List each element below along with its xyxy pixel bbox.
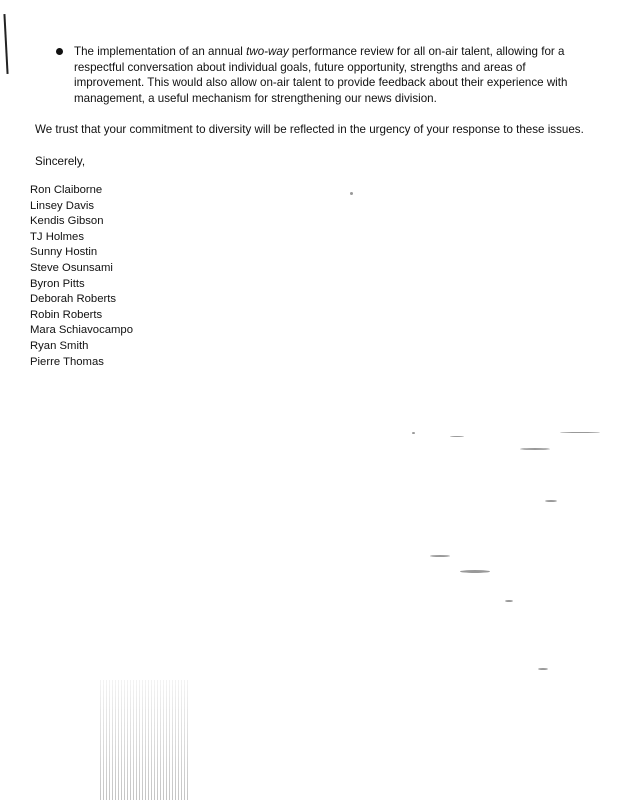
signatory-list	[30, 183, 133, 370]
scan-edge-line	[3, 14, 8, 74]
scan-speck	[505, 600, 513, 602]
bullet-icon	[56, 48, 63, 55]
signatory-name: Ron Claiborne	[30, 184, 103, 196]
scan-speck	[538, 668, 548, 670]
signatory-name: Robin Roberts	[30, 308, 103, 321]
signatory-name: Sunny Hostin	[30, 246, 98, 259]
closing-paragraph: We trust that your commitment to diversity will be reflected in the urgency of your response to these issues.	[35, 123, 584, 136]
scan-speck	[545, 500, 557, 502]
signatory-name: Ryan Smith	[30, 339, 89, 352]
signatory-name: TJ Holmes	[30, 230, 84, 243]
scan-speck	[560, 432, 600, 433]
scan-speck	[430, 555, 450, 557]
scan-speck	[412, 432, 415, 434]
signatory-name: Pierre Thomas	[30, 355, 104, 368]
signatory-name: Linsey Davis	[30, 199, 95, 212]
scan-speck	[520, 448, 550, 450]
scan-artifact-streak	[100, 680, 190, 800]
signatory-name: Steve Osunsami	[30, 261, 113, 274]
scan-speck	[450, 436, 464, 437]
signatory-name: Kendis Gibson	[30, 215, 104, 228]
signatory-name: Mara Schiavocampo	[30, 324, 133, 337]
signatory-name: Byron Pitts	[30, 277, 85, 290]
signatory-name: Deborah Roberts	[30, 293, 117, 306]
salutation-closing: Sincerely,	[35, 155, 86, 168]
scan-speck	[460, 570, 490, 573]
emphasis-text: two-way	[246, 45, 289, 58]
bullet-text: The implementation of an annual two-way performance review for all on-air talent, allowing for a respectful conversation about individual goals, future opportunity, strengths and areas of improvement. This would also allow on-air talent to provide feedback about their experience with management, a useful mechanism for strengthening our news division.	[74, 45, 568, 105]
scan-speck	[350, 192, 353, 195]
